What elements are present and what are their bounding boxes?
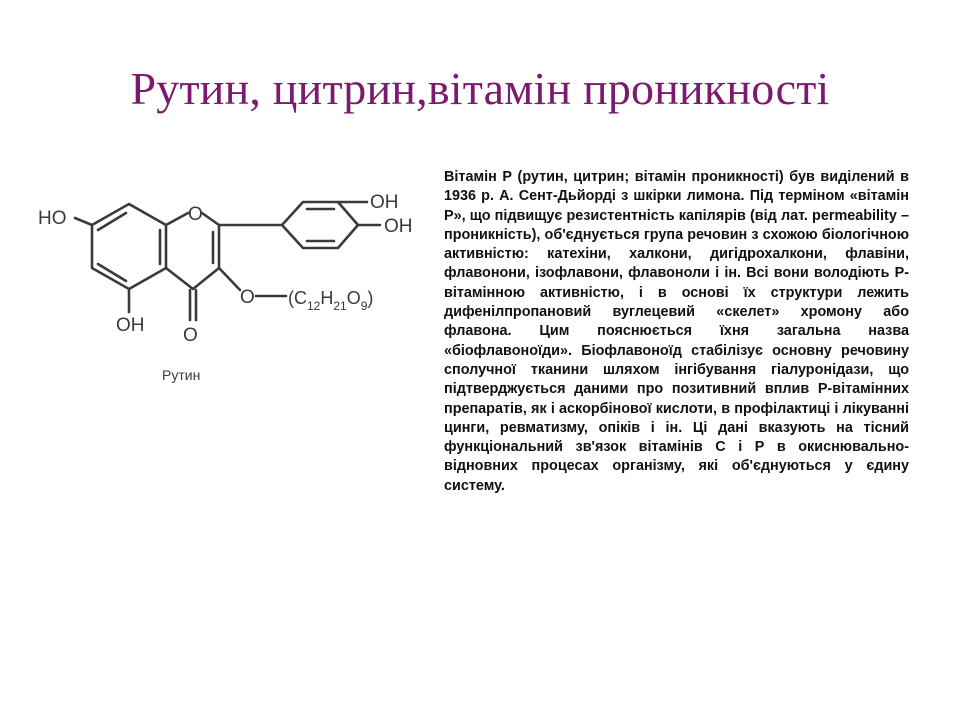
formula-labels: [38, 192, 413, 383]
ring-a: [92, 204, 166, 289]
sugar-formula-label: $(C_{12}H_{21}O_9)$: [288, 288, 374, 313]
carbonyl-oxygen-label: O: [183, 325, 198, 346]
rutin-structure-diagram: [30, 180, 430, 390]
ring-oxygen-label: O: [188, 204, 203, 225]
ring-c: [166, 213, 188, 225]
ether-oxygen-label: O: [240, 287, 255, 308]
slide-title: Рутин, цитрин,вітамін проникності: [130, 63, 830, 114]
structure-caption: Рутин: [162, 367, 201, 383]
oh-right-label: OH: [384, 216, 413, 237]
oh-left-label: HO: [38, 208, 67, 229]
rutin-structural-formula: [30, 180, 430, 390]
oh-top-right-label: OH: [370, 192, 399, 213]
body-text: Вітамін Р (рутин, цитрин; вітамін проникності) був виділений в 1936 р. А. Сент-Дьйорді з шкірки лимона. Під терміном «вітамін Р», що підвищує резистентність капілярів (від лат. permeability – проникність), об'єднується група речовин з схожою біологічною активністю: катехіни, халкони, дигідрохалкони, флавіни, флавонони, ізофлавони, флавоноли і ін. Всі вони володіють Р-вітамінною активністю, і в основі їх структури лежить дифенілпропановий вуглецевий «скелет» хромону або флавона. Цим пояснюється їхня загальна назва «біофлавоноїди». Біофлавоноїд стабілізує основну речовину сполучної тканини шляхом інгібування гіалуронідази, що підтверджується даними про позитивний вплив Р-вітамінних препаратів, як і аскорбінової кислоти, в профілактиці і лікуванні цинги, ревматизму, опіків і ін. Ці дані вказують на тісний функціональний зв'язок вітамінів С і Р в окиснювально-відновних процесах організму, які об'єднуються у єдину систему.: [444, 169, 909, 494]
oh-bottom-label: OH: [116, 315, 145, 336]
